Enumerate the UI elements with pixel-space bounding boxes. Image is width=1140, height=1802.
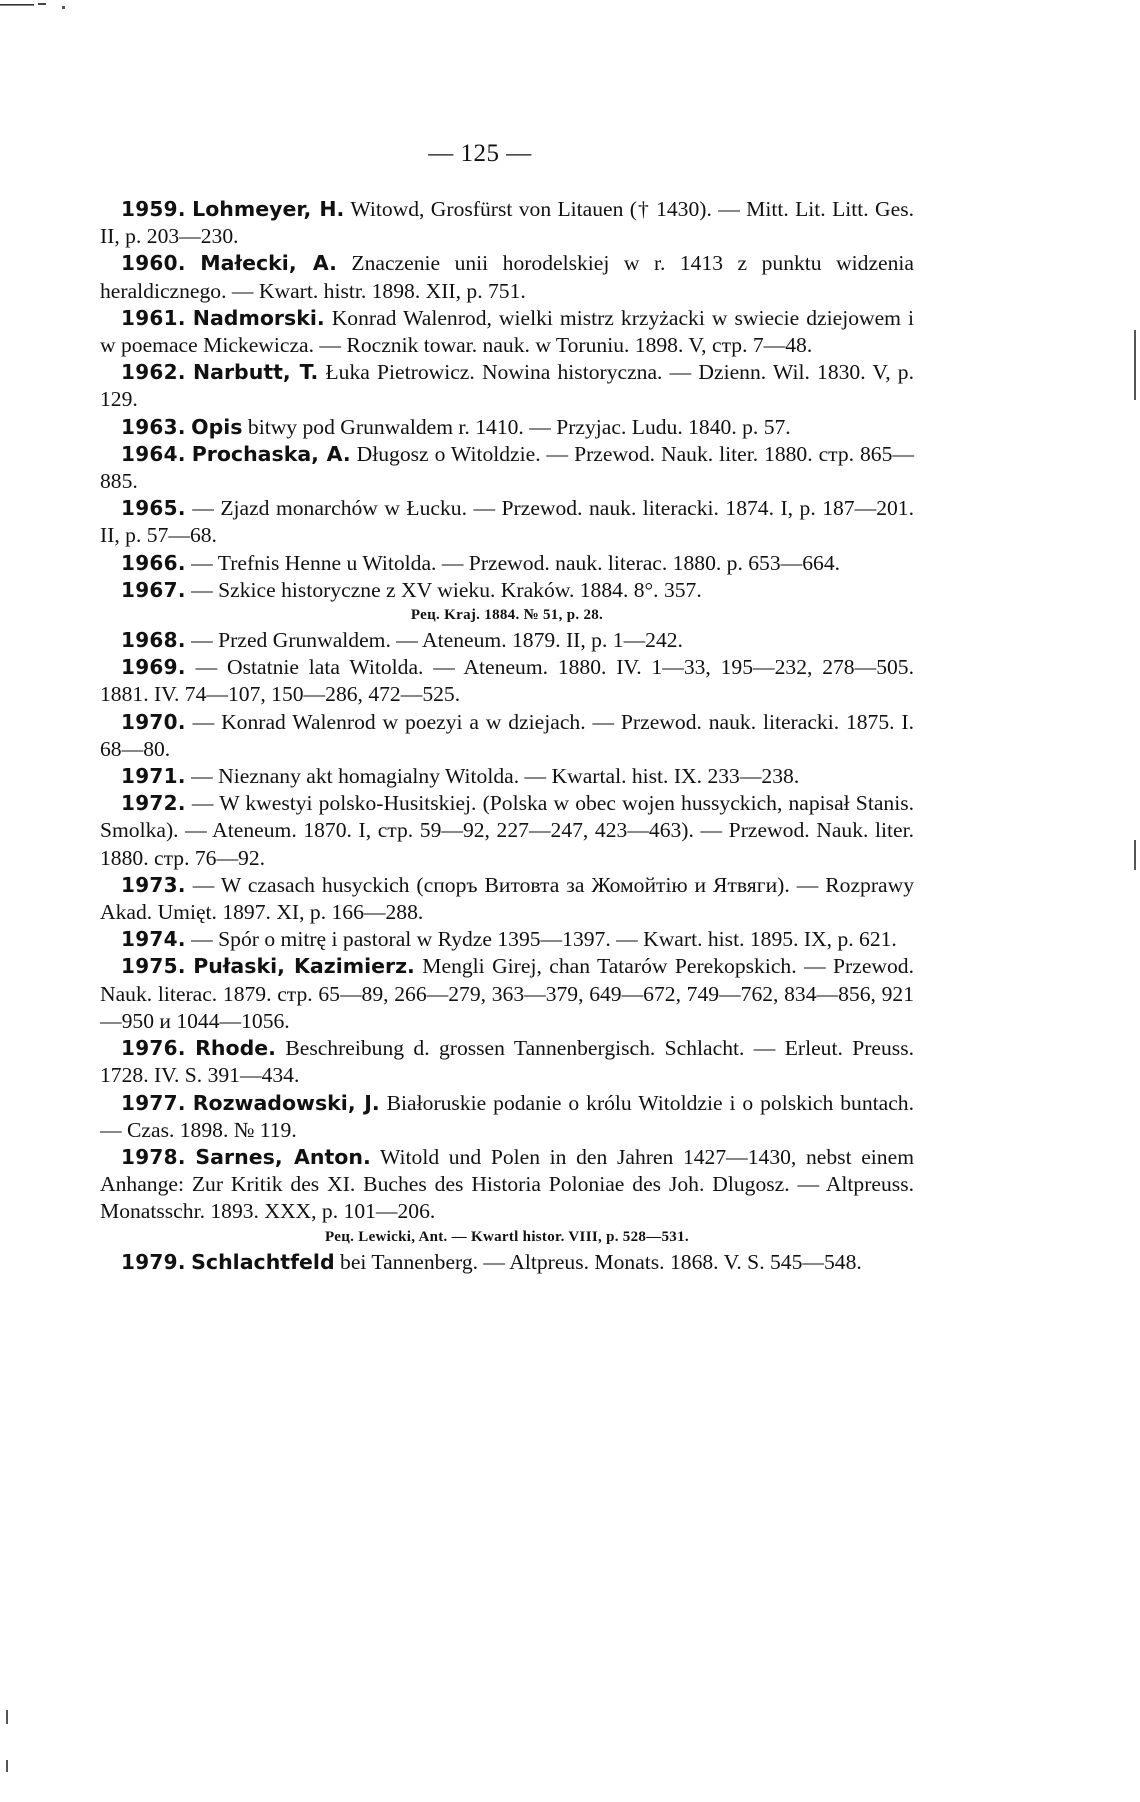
entry-number: 1968. xyxy=(121,628,186,653)
entry-number: 1972. xyxy=(121,791,186,816)
entry-text: — W czasach husyckich (споръ Витовта за Жомойтiю и Ятвяги). — Rozprawy Akad. Umięt. 1897. XI, p. 166—288. xyxy=(100,872,914,925)
bibliography-entry xyxy=(100,1090,914,1144)
entry-author: Narbutt, T. xyxy=(192,360,319,385)
entry-text: — Spór o mitrę i pastoral w Rydze 1395—1397. — Kwart. hist. 1895. IX, p. 621. xyxy=(191,927,897,952)
entry-text: bitwy pod Grunwaldem r. 1410. — Przyjac. Ludu. 1840. p. 57. xyxy=(247,414,791,439)
bibliography-entry xyxy=(100,763,914,790)
bibliography-entry xyxy=(100,953,914,1035)
entry-author: Schlachtfeld xyxy=(191,1249,335,1274)
page-number: — 125 — xyxy=(428,140,532,167)
entry-number: 1970. xyxy=(121,709,186,734)
entry-text: Białoruskie podanie o królu Witoldzie i o polskich buntach. — Czas. 1898. № 119. xyxy=(100,1090,914,1142)
entry-number: 1960. xyxy=(121,251,186,276)
bibliography-entry xyxy=(100,654,914,708)
scan-edge-line-4 xyxy=(6,1760,8,1772)
entry-text: Mengli Girej, chan Tatarów Perekopskich. — Przewod. Nauk. literac. 1879. стр. 65—89, 266—279, 363—379, 649—672, 749—762, 834—856, 921—950 и 1044—1056. xyxy=(100,954,914,1033)
entry-text: — Trefnis Henne u Witolda. — Przewod. nauk. literac. 1880. p. 653—664. xyxy=(191,550,841,575)
bibliography-entry xyxy=(100,196,914,250)
entry-author: Prochaska, A. xyxy=(191,441,351,466)
entry-number: 1977. xyxy=(121,1090,186,1115)
entry-number: 1974. xyxy=(121,927,186,952)
bibliography-entry xyxy=(100,790,914,872)
entry-number: 1978. xyxy=(121,1144,186,1169)
bibliography-entry xyxy=(100,414,914,441)
entry-number: 1973. xyxy=(121,872,186,897)
entry-author: Nadmorski. xyxy=(192,305,325,330)
entry-author: Sarnes, Anton. xyxy=(195,1144,371,1169)
bibliography-entry xyxy=(100,926,914,953)
bibliography-entry xyxy=(100,441,914,495)
entry-number: 1969. xyxy=(121,655,186,680)
entry-number: 1971. xyxy=(121,764,186,789)
review-note: Рец. Kraj. 1884. № 51, p. 28. xyxy=(410,607,604,624)
bibliography-entry xyxy=(100,550,914,577)
entry-text: bei Tannenberg. — Altpreus. Monats. 1868. V. S. 545—548. xyxy=(340,1249,862,1274)
entry-number: 1965. xyxy=(121,496,186,521)
entry-number: 1964. xyxy=(121,441,186,466)
entry-text: — Nieznany akt homagialny Witolda. — Kwartal. hist. IX. 233—238. xyxy=(191,764,800,789)
entry-author: Małecki, A. xyxy=(200,251,337,276)
bibliography-entry xyxy=(100,709,914,763)
entry-text: — W kwestyi polsko-Husitskiej. (Polska w obec wojen hussyckich, napisał Stanis. Smolka). — Ateneum. 1870. I, стр. 59—92, 227—247, 423—463). — Przewod. Nauk. liter. 1880. стр. 76—92. xyxy=(100,791,914,870)
entry-number: 1976. xyxy=(121,1036,186,1061)
entry-text: Witowd, Grosfürst von Litauen († 1430). — Mitt. Lit. Litt. Ges. II, p. 203—230. xyxy=(100,197,914,249)
entry-author: Rhode. xyxy=(195,1036,276,1061)
entry-author: Rozwadowski, J. xyxy=(192,1090,380,1115)
scan-edge-line-3 xyxy=(6,1710,8,1724)
bibliography-entry xyxy=(100,1144,914,1226)
bibliography-entry xyxy=(100,577,914,604)
bibliography-entry xyxy=(100,872,914,926)
bibliography-entry xyxy=(100,305,914,359)
entry-text: — Ostatnie lata Witolda. — Ateneum. 1880. IV. 1—33, 195—232, 278—505. 1881. IV. 74—107, 150—286, 472—525. xyxy=(100,655,914,707)
review-note: Рец. Lewicki, Ant. — Kwartl histor. VIII, p. 528—531. xyxy=(325,1228,689,1245)
entry-text: Łuka Pietrowicz. Nowina historyczna. — Dzienn. Wil. 1830. V, p. 129. xyxy=(100,360,914,412)
entry-number: 1959. xyxy=(121,197,186,221)
scan-edge-line-1 xyxy=(1134,330,1136,400)
entry-text: — Szkice historyczne z XV wieku. Kraków. 1884. 8°. 357. xyxy=(191,577,702,602)
entry-number: 1967. xyxy=(121,577,186,602)
entry-number: 1966. xyxy=(121,550,186,575)
bibliography-entry xyxy=(100,1249,914,1276)
scan-artifact-top-left xyxy=(0,0,90,19)
entry-number: 1962. xyxy=(121,360,186,385)
entry-number: 1963. xyxy=(121,414,186,439)
entry-number: 1979. xyxy=(121,1249,186,1274)
bibliography-column xyxy=(100,196,914,1276)
entry-author: Opis xyxy=(191,414,243,439)
entry-author: Lohmeyer, H. xyxy=(192,197,345,221)
entry-text: Konrad Walenrod, wielki mistrz krzyżacki w swiecie dziejowem i w poemace Mickewicza. — Rocznik towar. nauk. w Toruniu. 1898. V, стр. 7—48. xyxy=(100,305,914,358)
entry-number: 1975. xyxy=(121,954,186,979)
entry-text: — Zjazd monarchów w Łucku. — Przewod. nauk. literacki. 1874. I, p. 187—201. II, p. 57—68. xyxy=(100,496,914,548)
bibliography-entry xyxy=(100,359,914,413)
entry-text: — Przed Grunwaldem. — Ateneum. 1879. II, p. 1—242. xyxy=(191,628,683,653)
entry-text: Witold und Polen in den Jahren 1427—1430, nebst einem Anhange: Zur Kritik des XI. Buches des Historia Poloniae des Joh. Dlugosz. — Altpreuss. Monatsschr. 1893. XXX, p. 101—206. xyxy=(100,1144,914,1224)
bibliography-entry xyxy=(100,627,914,654)
scan-mark-icon xyxy=(0,0,90,14)
bibliography-entry xyxy=(100,250,914,304)
entry-author: Pułaski, Kazimierz. xyxy=(193,954,415,979)
entry-number: 1961. xyxy=(121,305,186,330)
bibliography-entry xyxy=(100,495,914,549)
entry-text: Beschreibung d. grossen Tannenbergisch. Schlacht. — Erleut. Preuss. 1728. IV. S. 391—434. xyxy=(100,1036,914,1088)
entry-text: Znaczenie unii horodelskiej w r. 1413 z punktu widzenia heraldicznego. — Kwart. histr. 1898. XII, p. 751. xyxy=(100,251,915,303)
scan-edge-line-2 xyxy=(1134,840,1136,870)
bibliography-entry xyxy=(100,1035,914,1089)
entry-text: — Konrad Walenrod w poezyi a w dziejach. — Przewod. nauk. literacki. 1875. I. 68—80. xyxy=(100,709,914,761)
entry-text: Długosz o Witoldzie. — Przewod. Nauk. liter. 1880. стр. 865—885. xyxy=(100,441,914,494)
